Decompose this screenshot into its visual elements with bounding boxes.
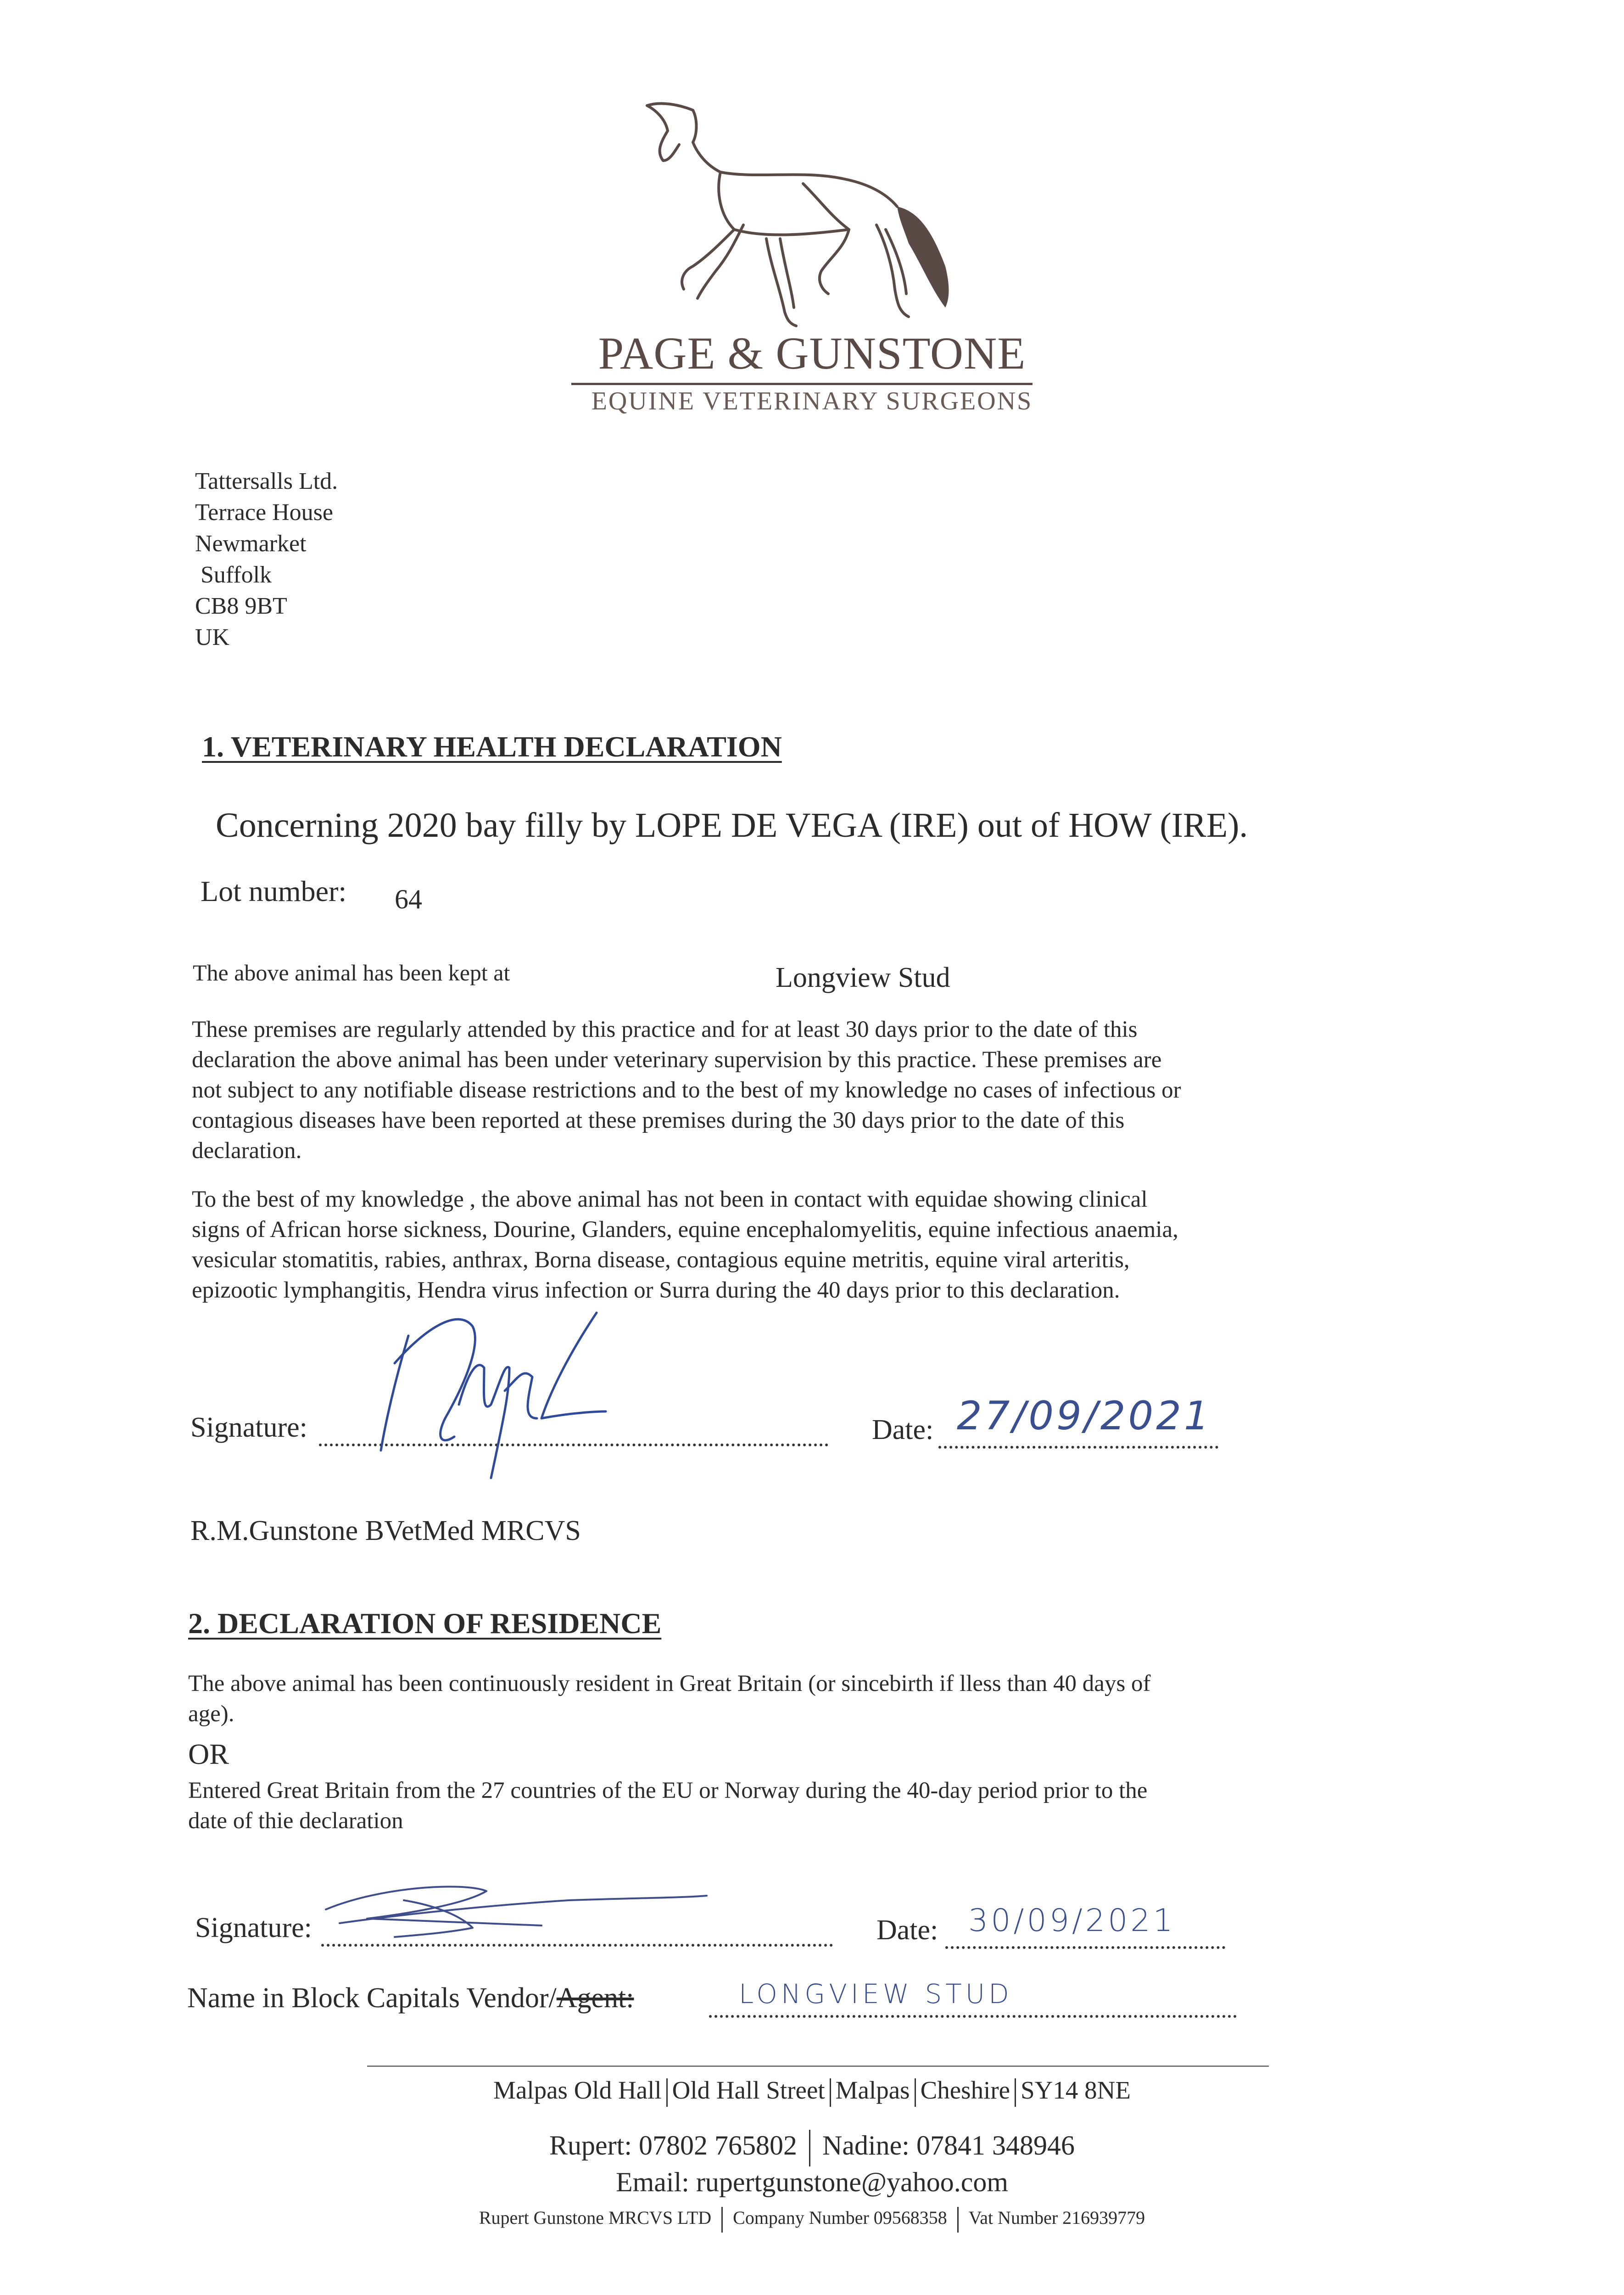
disease-paragraph xyxy=(192,1184,1178,1305)
agent-label-struck: Agent: xyxy=(556,1982,634,2014)
footer-address-part: Cheshire xyxy=(920,2076,1010,2104)
footer-company xyxy=(0,2207,1624,2233)
practice-name: PAGE & GUNSTONE xyxy=(598,328,1026,379)
practice-subtitle: EQUINE VETERINARY SURGEONS xyxy=(591,387,1033,415)
paragraph-line: declaration the above animal has been under veterinary supervision by this practice. These premises are xyxy=(192,1047,1162,1073)
lot-number-label: Lot number: xyxy=(201,875,347,907)
footer-divider xyxy=(915,2078,916,2107)
footer-divider xyxy=(830,2078,831,2107)
kept-at-value: Longview Stud xyxy=(776,962,950,993)
lot-number-value: 64 xyxy=(395,884,422,914)
footer-company-part: Company Number 09568358 xyxy=(733,2207,947,2228)
footer-divider xyxy=(1015,2078,1016,2107)
date-label: Date: xyxy=(872,1414,934,1445)
footer-rule xyxy=(367,2066,1269,2067)
date-label: Date: xyxy=(876,1914,938,1946)
footer-phones xyxy=(0,2130,1624,2166)
footer-address-part: SY14 8NE xyxy=(1021,2076,1131,2104)
paragraph-line: not subject to any notifiable disease restrictions and to the best of my knowledge no cases of infectious or xyxy=(192,1077,1181,1103)
vendor-name-label xyxy=(187,1982,634,2015)
section1-heading: 1. VETERINARY HEALTH DECLARATION xyxy=(202,730,782,763)
residence-paragraph xyxy=(188,1668,1151,1729)
recipient-line: Newmarket xyxy=(195,531,307,557)
paragraph-line: To the best of my knowledge , the above animal has not been in contact with equidae showing clinical xyxy=(192,1187,1148,1212)
recipient-line: UK xyxy=(195,624,230,650)
vendor-signature-icon xyxy=(312,1873,725,1951)
premises-paragraph xyxy=(192,1014,1181,1166)
footer-company-part: Vat Number 216939779 xyxy=(968,2207,1145,2228)
entry-paragraph xyxy=(188,1775,1147,1836)
recipient-line: Terrace House xyxy=(195,499,333,526)
footer-phone: Rupert: 07802 765802 xyxy=(549,2130,798,2161)
paragraph-line: contagious diseases have been reported at these premises during the 30 days prior to the date of this xyxy=(192,1108,1125,1133)
kept-at-label: The above animal has been kept at xyxy=(193,960,510,985)
footer-company-part: Rupert Gunstone MRCVS LTD xyxy=(479,2207,712,2228)
footer-phone: Nadine: 07841 348946 xyxy=(822,2130,1075,2161)
footer-divider xyxy=(809,2130,810,2166)
recipient-line: CB8 9BT xyxy=(195,593,287,619)
paragraph-line: declaration. xyxy=(192,1138,302,1164)
footer-address xyxy=(0,2076,1624,2107)
paragraph-line: signs of African horse sickness, Dourine, Glanders, equine encephalomyelitis, equine infectious anaemia, xyxy=(192,1217,1178,1243)
signature-label: Signature: xyxy=(190,1412,307,1443)
footer-email: Email: rupertgunstone@yahoo.com xyxy=(615,2167,1009,2197)
footer-divider xyxy=(666,2078,668,2107)
footer-divider xyxy=(721,2207,723,2233)
recipient-line: Suffolk xyxy=(201,562,272,588)
footer-address-part: Old Hall Street xyxy=(672,2076,825,2104)
paragraph-line: epizootic lymphangitis, Hendra virus infection or Surra during the 40 days prior to this declaration. xyxy=(192,1277,1120,1303)
signature-label: Signature: xyxy=(195,1912,312,1943)
or-separator: OR xyxy=(188,1738,229,1770)
horse-logo-icon xyxy=(629,92,1005,340)
signatory-name: R.M.Gunstone BVetMed MRCVS xyxy=(190,1515,581,1546)
paragraph-line: age). xyxy=(188,1701,234,1727)
footer-address-part: Malpas Old Hall xyxy=(493,2076,662,2104)
date-value-handwritten: 30/09/2021 xyxy=(968,1903,1176,1939)
vendor-name-handwritten: LONGVIEW STUD xyxy=(739,1978,1013,2010)
paragraph-line: Entered Great Britain from the 27 countries of the EU or Norway during the 40-day period prior to the xyxy=(188,1778,1148,1803)
vet-signature-icon xyxy=(367,1299,624,1492)
paragraph-line: date of thie declaration xyxy=(188,1808,403,1834)
footer-address-part: Malpas xyxy=(835,2076,910,2104)
date-value-handwritten: 27/09/2021 xyxy=(957,1393,1212,1439)
footer-divider xyxy=(957,2207,959,2233)
letterhead-rule xyxy=(571,383,1032,385)
section2-heading: 2. DECLARATION OF RESIDENCE xyxy=(188,1607,662,1640)
vendor-label-text: Name in Block Capitals Vendor/ xyxy=(187,1982,557,2014)
paragraph-line: vesicular stomatitis, rabies, anthrax, Borna disease, contagious equine metritis, equine viral arteritis, xyxy=(192,1247,1130,1273)
paragraph-line: These premises are regularly attended by this practice and for at least 30 days prior to the date of this xyxy=(192,1017,1138,1042)
concerning-line: Concerning 2020 bay filly by LOPE DE VEGA (IRE) out of HOW (IRE). xyxy=(216,806,1248,845)
recipient-line: Tattersalls Ltd. xyxy=(195,468,338,494)
paragraph-line: The above animal has been continuously resident in Great Britain (or sincebirth if lless than 40 days of xyxy=(188,1671,1151,1696)
